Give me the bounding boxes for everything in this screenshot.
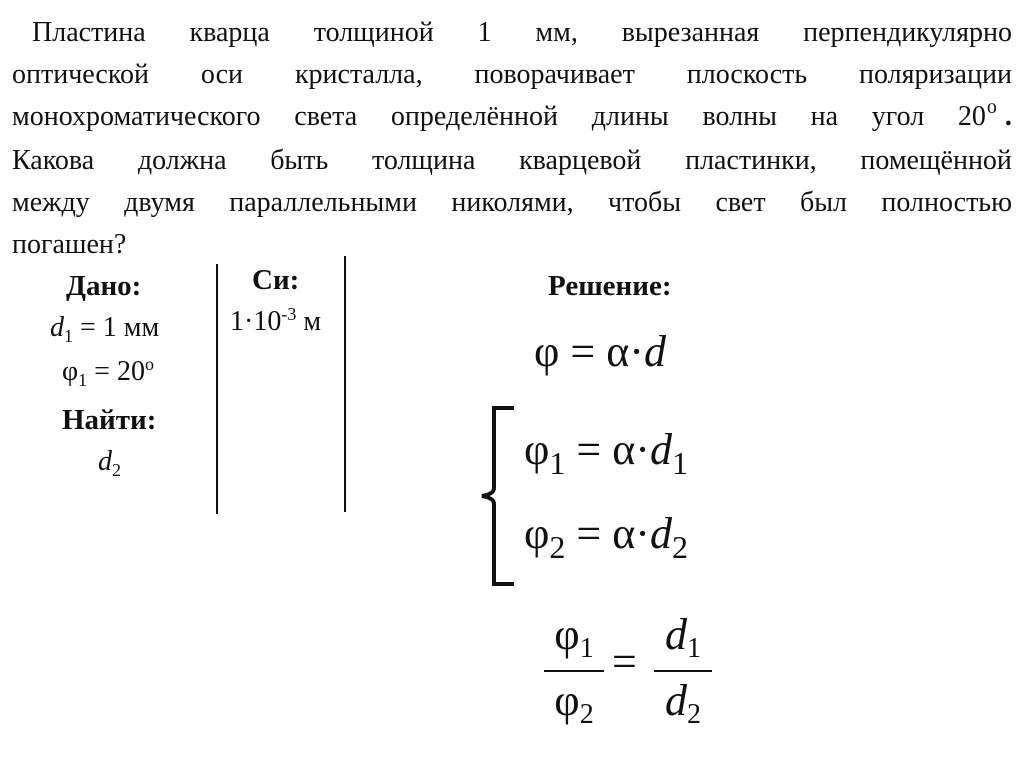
word: погашен?	[12, 229, 127, 260]
word: перпендикулярно	[803, 17, 1012, 48]
system-equation-1	[524, 424, 688, 481]
word: кристалла,	[294, 59, 423, 90]
phi-symbol: φ	[554, 610, 580, 659]
word: был	[799, 187, 847, 218]
d-subscript: 2	[671, 529, 688, 565]
word: 20	[957, 101, 986, 132]
equals-sign: =	[576, 509, 602, 558]
subscript: 2	[579, 699, 594, 730]
word: толщина	[371, 145, 476, 176]
word: угол	[871, 101, 925, 132]
angle-value	[958, 96, 1012, 140]
si-unit: м	[296, 306, 322, 337]
alpha-symbol: α	[606, 327, 630, 376]
problem-line-3	[12, 96, 1012, 140]
phi1-value: = 20	[94, 356, 145, 387]
subscript: 2	[687, 699, 701, 730]
word: поворачивает	[474, 59, 635, 90]
word: оптической	[12, 59, 150, 90]
word: параллельными	[229, 187, 417, 218]
equals-sign: =	[576, 425, 602, 474]
alpha-symbol: α	[612, 509, 636, 558]
d-symbol: d	[665, 610, 687, 659]
find-d2	[98, 446, 121, 478]
d-symbol: d	[649, 425, 672, 474]
word: двумя	[124, 187, 195, 218]
word: оси	[200, 59, 244, 90]
word: мм,	[535, 17, 578, 48]
si-heading: Си:	[252, 264, 300, 296]
word: чтобы	[608, 187, 682, 218]
system-equation-2	[524, 508, 688, 565]
equals-sign: =	[570, 327, 596, 376]
phi1-symbol: φ	[62, 356, 79, 387]
sentence-end: .	[1004, 101, 1012, 132]
dot-operator: ·	[629, 327, 644, 376]
d1-value: = 1 мм	[80, 312, 160, 343]
d-symbol: d	[649, 509, 672, 558]
problem-line-2	[12, 54, 1012, 96]
word: поляризации	[859, 59, 1012, 90]
phi-symbol: φ	[534, 327, 560, 376]
word: помещённой	[860, 145, 1012, 176]
numerator	[544, 610, 604, 666]
solution-heading: Решение:	[548, 270, 672, 302]
system-brace	[478, 406, 518, 586]
subscript: 1	[579, 633, 594, 664]
divider-si-solution	[344, 256, 346, 512]
ratio-left-fraction	[544, 610, 604, 732]
subscript: 1	[687, 633, 701, 664]
word: Пластина	[32, 17, 146, 48]
problem-line-4	[12, 140, 1012, 182]
word: свет	[715, 187, 766, 218]
dot-operator: ·	[635, 425, 650, 474]
d-symbol: d	[665, 676, 687, 725]
phi-subscript: 1	[549, 445, 566, 481]
word: быть	[270, 145, 329, 176]
d2-subscript: 2	[112, 460, 121, 480]
si-value	[230, 306, 321, 338]
problem-line-5	[12, 182, 1012, 224]
word: должна	[137, 145, 227, 176]
word: Какова	[12, 145, 95, 176]
word: полностью	[881, 187, 1012, 218]
phi1-subscript: 1	[78, 370, 88, 390]
d-subscript: 1	[671, 445, 688, 481]
phi-symbol: φ	[524, 425, 550, 474]
word: вырезанная	[621, 17, 760, 48]
word: плоскость	[686, 59, 808, 90]
dot-operator: ·	[635, 509, 650, 558]
phi-symbol: φ	[524, 509, 550, 558]
given-d1	[50, 312, 159, 344]
word: николями,	[451, 187, 574, 218]
si-base: 1·10	[230, 306, 282, 337]
d2-symbol: d	[98, 446, 112, 477]
d-symbol: d	[643, 327, 666, 376]
problem-line-6	[12, 224, 1012, 266]
fraction-bar	[654, 670, 712, 672]
word: монохроматического	[12, 101, 261, 132]
ratio-equals-sign: =	[612, 637, 637, 686]
word: определённой	[390, 101, 558, 132]
si-exponent: -3	[281, 304, 297, 324]
phi-symbol: φ	[554, 676, 580, 725]
word: 1	[477, 17, 492, 48]
denominator	[654, 676, 712, 732]
degree-mark: o	[986, 96, 997, 118]
word: на	[810, 101, 839, 132]
word: пластинки,	[685, 145, 817, 176]
word: кварца	[189, 17, 270, 48]
d1-symbol: d	[50, 312, 64, 343]
alpha-symbol: α	[612, 425, 636, 474]
problem-statement	[12, 12, 1012, 266]
d1-subscript: 1	[64, 326, 73, 346]
word: волны	[702, 101, 777, 132]
given-heading: Дано:	[66, 270, 142, 302]
word: кварцевой	[519, 145, 642, 176]
word: между	[12, 187, 90, 218]
given-phi1	[62, 356, 154, 388]
phi-subscript: 2	[549, 529, 566, 565]
formula-main	[534, 326, 666, 377]
phi1-degree: o	[144, 354, 154, 374]
word: длины	[591, 101, 669, 132]
word: света	[294, 101, 358, 132]
fraction-bar	[544, 670, 604, 672]
divider-given-si	[216, 264, 218, 514]
problem-line-1	[12, 12, 1012, 54]
denominator	[544, 676, 604, 732]
numerator	[654, 610, 712, 666]
ratio-right-fraction	[654, 610, 712, 732]
find-heading: Найти:	[62, 404, 157, 436]
word: толщиной	[313, 17, 434, 48]
